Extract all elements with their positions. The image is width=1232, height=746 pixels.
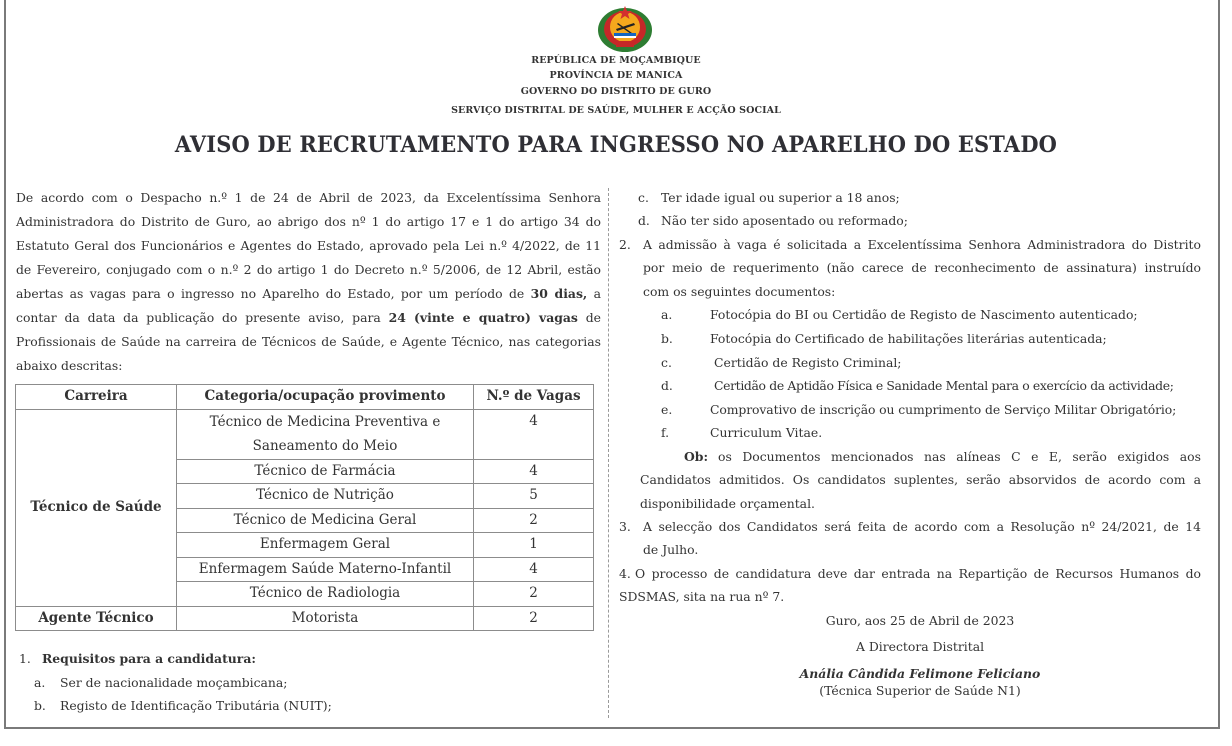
table-cell-categoria: Técnico de Medicina Geral: [177, 508, 474, 533]
header-republic: REPÚBLICA DE MOÇAMBIQUE: [531, 55, 701, 66]
doc-b-mark: b.: [661, 331, 673, 346]
intro-period: 30 dias,: [530, 286, 588, 301]
table-cell-categoria: Técnico de Nutrição: [177, 484, 474, 509]
req-c-mark: c.: [638, 190, 649, 205]
place-date: Guro, aos 25 de Abril de 2023: [825, 613, 1015, 628]
section1-number: 1.: [19, 651, 31, 666]
signatory-role: A Directora Distrital: [855, 639, 985, 654]
table-header-row: [16, 385, 594, 410]
doc-c-mark: c.: [661, 355, 672, 370]
section4-line-1: O processo de candidatura deve dar entrada na Repartição de Recursos Humanos do: [635, 566, 1201, 581]
vacancies-table: [15, 384, 594, 631]
table-cell-vagas: 5: [474, 484, 594, 509]
req-a-mark: a.: [34, 675, 46, 690]
table-row: [16, 409, 594, 459]
table-cell-carreira: Agente Técnico: [16, 606, 177, 631]
section3-line-1: A selecção dos Candidatos será feita de acordo com a Resolução nº 24/2021, de 14: [643, 519, 1201, 534]
table-cell-vagas: 4: [474, 557, 594, 582]
doc-f-mark: f.: [661, 425, 670, 440]
req-d-mark: d.: [638, 213, 650, 228]
doc-a-mark: a.: [661, 307, 673, 322]
req-c-text: Ter idade igual ou superior a 18 anos;: [661, 190, 900, 205]
table-cell-vagas: 2: [474, 606, 594, 631]
section4-number: 4.: [619, 566, 631, 581]
table-cell-vagas: 4: [474, 459, 594, 484]
doc-d-mark: d.: [661, 378, 673, 393]
doc-a-text: Fotocópia do BI ou Certidão de Registo de Nascimento autenticado;: [710, 307, 1138, 322]
intro-text-2: a contar da data da publicação do presente aviso, para: [16, 286, 602, 325]
doc-f-text: Curriculum Vitae.: [710, 425, 823, 440]
intro-text-3: de Profissionais de Saúde na carreira de Técnicos de Saúde, e Agente Técnico, nas categorias abaixo descritas:: [16, 310, 601, 373]
header-province: PROVÍNCIA DE MANICA: [549, 70, 683, 81]
section2-line-2: por meio de requerimento (não carece de reconhecimento de assinatura) instruído: [643, 260, 1201, 275]
req-a-text: Ser de nacionalidade moçambicana;: [60, 675, 288, 690]
table-cell-categoria: Enfermagem Saúde Materno-Infantil: [177, 557, 474, 582]
note-label: Ob:: [684, 449, 709, 464]
table-cell-carreira: Técnico de Saúde: [16, 409, 177, 606]
doc-d-text: Certidão de Aptidão Física e Sanidade Mental para o exercício da actividade;: [714, 378, 1174, 393]
table-cell-vagas: 2: [474, 582, 594, 607]
table-cell-categoria: Técnico de Farmácia: [177, 459, 474, 484]
doc-e-mark: e.: [661, 402, 673, 417]
section2-number: 2.: [619, 237, 631, 252]
signatory-title: (Técnica Superior de Saúde N1): [819, 683, 1021, 698]
intro-text-1: De acordo com o Despacho n.º 1 de 24 de Abril de 2023, da Excelentíssima Senhora Administradora do Distrito de Guro, ao abrigo dos nº 1 do artigo 17 e 1 do artigo 34 do Estatuto Geral dos Funcionários e Agentes do Estado, aprovado pela Lei n.º 4/2022, de 11 de Fevereiro, conjugado com o n.º 2 do artigo 1 do Decreto n.º 5/2006, de 12 Abril, estão abertas as vagas para o ingresso no Aparelho do Estado, por um período de: [16, 190, 601, 301]
intro-vacancies: 24 (vinte e quatro) vagas: [388, 310, 578, 325]
signatory-name: Anália Cândida Felimone Feliciano: [799, 666, 1041, 681]
intro-paragraph: [16, 186, 601, 378]
table-header-vagas: N.º de Vagas: [474, 385, 594, 410]
table-cell-categoria: Técnico de Radiologia: [177, 582, 474, 607]
header-government: GOVERNO DO DISTRITO DE GURO: [520, 86, 712, 97]
note-line-3: disponibilidade orçamental.: [640, 496, 815, 511]
req-b-mark: b.: [34, 698, 46, 713]
section4-line-2: SDSMAS, sita na rua nº 7.: [619, 589, 785, 604]
table-header-carreira: Carreira: [16, 385, 177, 410]
note-line-2: Candidatos admitidos. Os candidatos suplentes, serão absorvidos de acordo com a: [640, 472, 1201, 487]
coat-of-arms-icon: [594, 3, 656, 53]
req-d-text: Não ter sido aposentado ou reformado;: [661, 213, 908, 228]
doc-b-text: Fotocópia do Certificado de habilitações literárias autenticada;: [710, 331, 1107, 346]
section2-line-1: A admissão à vaga é solicitada a Excelentíssima Senhora Administradora do Distrito: [643, 237, 1201, 252]
page-title: AVISO DE RECRUTAMENTO PARA INGRESSO NO APARELHO DO ESTADO: [174, 132, 1058, 158]
table-cell-categoria: Técnico de Medicina Preventiva e Saneamento do Meio: [177, 409, 474, 459]
table-row: [16, 606, 594, 631]
req-b-text: Registo de Identificação Tributária (NUIT);: [60, 698, 332, 713]
column-divider: [608, 188, 609, 718]
table-cell-categoria: Enfermagem Geral: [177, 533, 474, 558]
table-cell-categoria: Motorista: [177, 606, 474, 631]
section3-line-2: de Julho.: [643, 542, 699, 557]
table-cell-vagas: 4: [474, 409, 594, 459]
doc-e-text: Comprovativo de inscrição ou cumprimento de Serviço Militar Obrigatório;: [710, 402, 1177, 417]
note-line-1: os Documentos mencionados nas alíneas C e E, serão exigidos aos: [718, 449, 1201, 464]
doc-c-text: Certidão de Registo Criminal;: [714, 355, 902, 370]
section2-line-3: com os seguintes documentos:: [643, 284, 836, 299]
table-cell-vagas: 1: [474, 533, 594, 558]
table-cell-vagas: 2: [474, 508, 594, 533]
section1-title: Requisitos para a candidatura:: [42, 651, 256, 666]
table-header-categoria: Categoria/ocupação provimento: [177, 385, 474, 410]
section3-number: 3.: [619, 519, 631, 534]
header-service: SERVIÇO DISTRITAL DE SAÚDE, MULHER E ACÇÃO SOCIAL: [451, 105, 781, 116]
